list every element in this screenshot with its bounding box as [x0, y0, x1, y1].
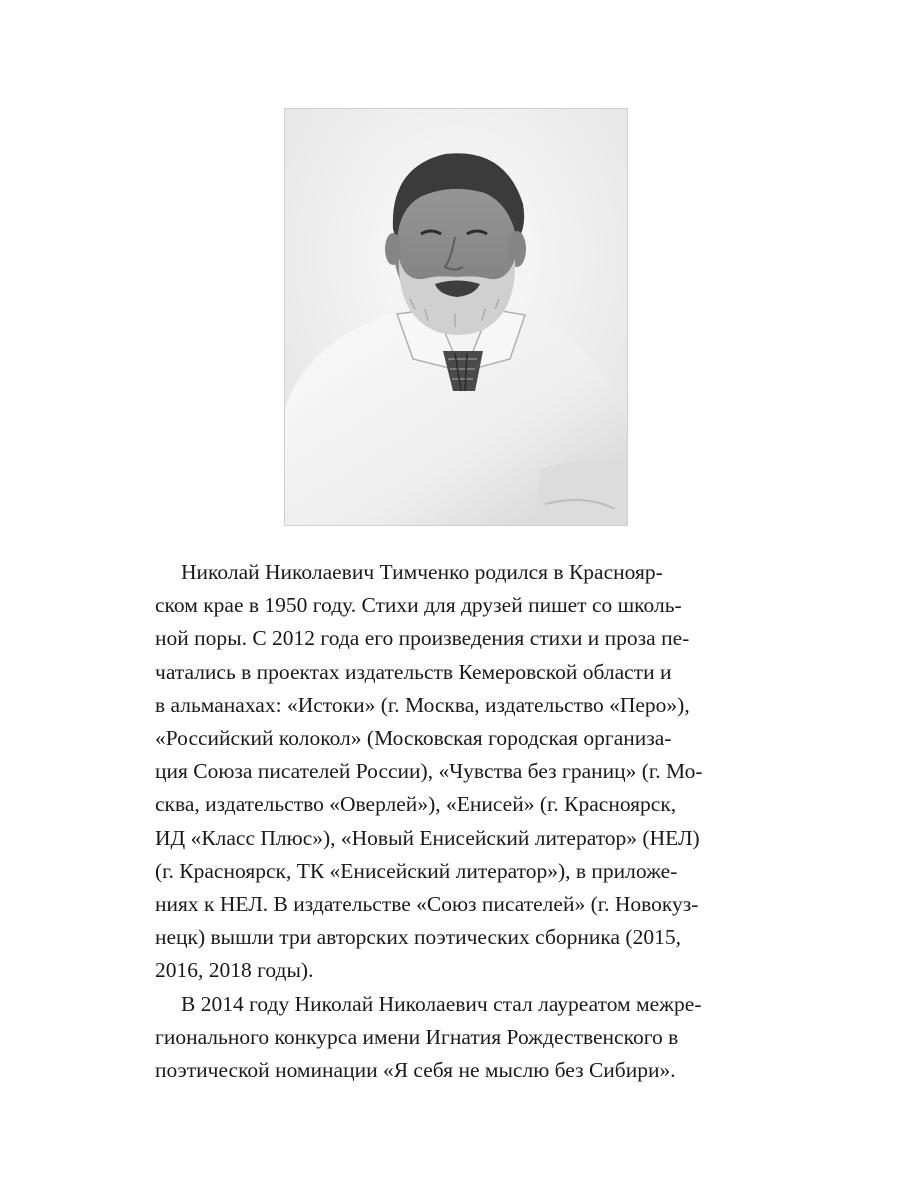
author-portrait	[284, 108, 628, 526]
biography-paragraph-2: В 2014 году Николай Николаевич стал лауреатом межре- гионального конкурса имени Игнатия Рождественского в поэтической номинации «Я себя не мыслю без Сибири».	[155, 991, 702, 1083]
biography-text	[155, 556, 757, 1087]
portrait-image	[285, 109, 627, 525]
biography-paragraph-1: Николай Николаевич Тимченко родился в Краснояр- ском крае в 1950 году. Стихи для друзей пишет со школь- ной поры. С 2012 года его произведения стихи и проза пе- чатались в проектах издательств Кемеровской области и в альманахах: «Истоки» (г. Москва, издательство «Перо»), «Российский колокол» (Московская городская организа- ция Союза писателей России), «Чувства без границ» (г. Мо- сква, издательство «Оверлей»), «Енисей» (г. Красноярск, ИД «Класс Плюс»), «Новый Енисейский литератор» (НЕЛ) (г. Красноярск, ТК «Енисейский литератор»), в приложе- ниях к НЕЛ. В издательстве «Союз писателей» (г. Новокуз- нецк) вышли три авторских поэтических сборника (2015, 2016, 2018 годы).	[155, 560, 703, 983]
